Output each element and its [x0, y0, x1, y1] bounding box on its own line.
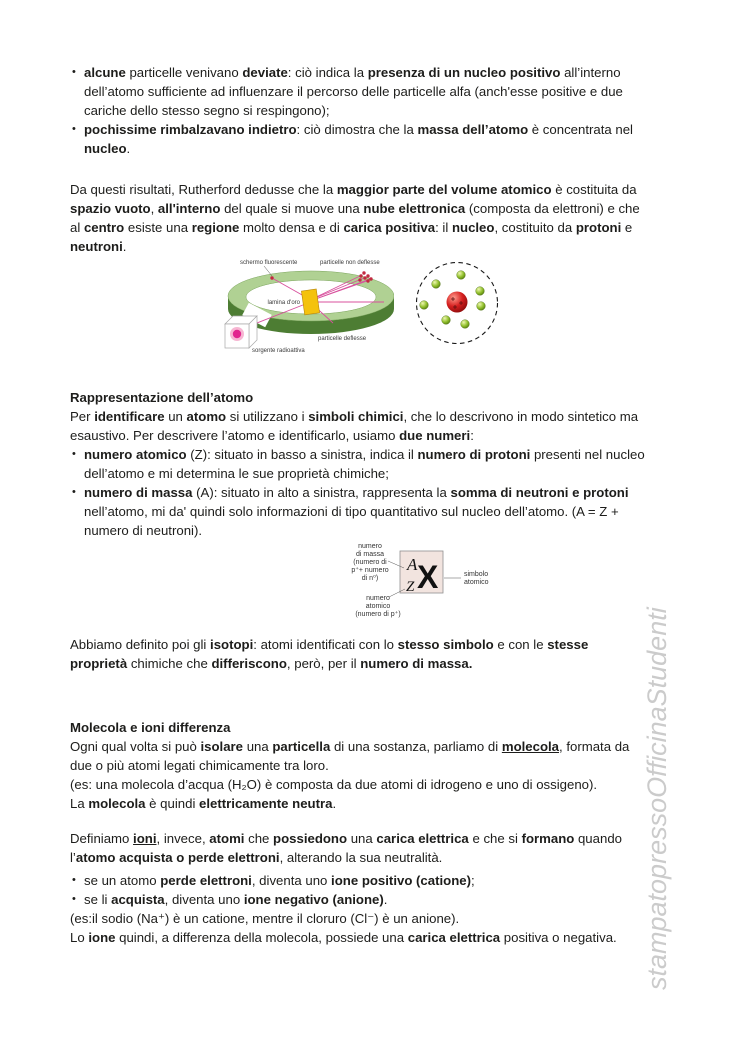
list-item: • numero di massa (A): situato in alto a sinistra, rappresenta la somma di neutroni e protoni nell’atomo, mi da' quindi solo informazioni di tipo quantitativo sul nucleo dell’atomo. (A = Z + numero di neutroni).: [70, 483, 648, 540]
molecola-neutra-line: La molecola è quindi elettricamente neutra.: [70, 796, 337, 811]
deflected-label: particelle deflesse: [318, 336, 367, 342]
svg-text:(numero di: (numero di: [353, 559, 387, 566]
atomic-number-letter: Z: [406, 579, 415, 595]
svg-text:p⁺+ numero: p⁺+ numero: [351, 567, 389, 574]
svg-text:di massa: di massa: [355, 551, 385, 558]
svg-text:numero: numero: [358, 543, 382, 550]
element-symbol-letter: X: [417, 559, 439, 595]
section-heading-molecola: Molecola e ioni differenza: [70, 720, 231, 735]
alpha-particles-bullet-list: [70, 63, 648, 158]
watermark: stampatopressoOfficinaStudenti: [642, 607, 672, 990]
mass-number-letter: A: [407, 555, 418, 574]
svg-text:atomico: atomico: [365, 603, 391, 610]
radioactive-source-cube: [225, 316, 257, 348]
svg-text:di n⁰): di n⁰): [361, 575, 379, 582]
list-item: • se li acquista, diventa uno ione negativo (anione).: [70, 890, 648, 909]
screen-label: schermo fluorescente: [240, 260, 298, 266]
section-heading-rappresentazione: Rappresentazione dell’atomo: [70, 390, 254, 405]
identificare-paragraph: Per identificare un atomo si utilizzano i simboli chimici, che lo descrivono in modo sintetico ma esaustivo. Per descrivere l’atomo e identificarlo, usiamo due numeri:: [70, 409, 639, 443]
rutherford-experiment-figure: [216, 256, 394, 354]
atomic-number-label: [355, 595, 400, 618]
symbol-label: [464, 571, 489, 586]
atom-model-figure: [412, 258, 502, 348]
list-item: • pochissime rimbalzavano indietro: ciò dimostra che la massa dell’atomo è concentrata nel nucleo.: [70, 120, 648, 158]
svg-text:atomico: atomico: [464, 579, 489, 586]
svg-text:(numero di p⁺): (numero di p⁺): [355, 611, 401, 618]
ioni-paragraph: Definiamo ioni, invece, atomi che possiedono una carica elettrica e che si formano quando l’atomo acquista o perde elettroni, alterando la sua neutralità.: [70, 831, 622, 865]
list-item: • alcune particelle venivano deviate: ciò indica la presenza di un nucleo positivo all’interno dell’atomo sufficiente ad influenzare il percorso delle particelle alfa (anch'esse positive e due cariche dello stesso segno si respingono);: [70, 63, 648, 120]
list-item: • numero atomico (Z): situato in basso a sinistra, indica il numero di protoni presenti nel nucleo dell’atomo e mi determina le sue proprietà chimiche;: [70, 445, 648, 483]
ioni-example-line: (es:il sodio (Na⁺) è un catione, mentre il cloruro (Cl⁻) è un anione).: [70, 911, 460, 926]
svg-text:simbolo: simbolo: [464, 571, 489, 578]
ioni-bullet-list: [70, 871, 648, 909]
alpha-beam: [310, 279, 370, 301]
molecola-paragraph: Ogni qual volta si può isolare una particella di una sostanza, parliamo di molecola, formata da due o più atomi legati chimicamente tra loro.: [70, 739, 630, 773]
undeflected-label: particelle non deflesse: [320, 260, 380, 266]
rutherford-conclusion-paragraph: Da questi risultati, Rutherford dedusse che la maggior parte del volume atomico è costituita da spazio vuoto, all'interno del quale si muove una nube elettronica (composta da elettroni) e che al centro esiste una regione molto densa e di carica positiva: il nucleo, costituito da protoni e neutroni.: [70, 182, 640, 254]
atomic-notation-figure: [268, 540, 498, 618]
figures-row: [70, 256, 648, 354]
list-item: • se un atomo perde elettroni, diventa uno ione positivo (catione);: [70, 871, 648, 890]
source-label: sorgente radioattiva: [252, 348, 305, 354]
molecola-example-line: (es: una molecola d’acqua (H₂O) è composta da due atomi di idrogeno e uno di ossigeno).: [70, 777, 598, 792]
nucleus: [447, 292, 468, 313]
ione-conclusion-line: Lo ione quindi, a differenza della molecola, possiede una carica elettrica positiva o negativa.: [70, 930, 617, 945]
foil-label: lamina d'oro: [267, 300, 300, 306]
isotopi-paragraph: Abbiamo definito poi gli isotopi: atomi identificati con lo stesso simbolo e con le stesse proprietà chimiche che differiscono, però, per il numero di massa.: [70, 637, 589, 671]
mass-number-label: [351, 543, 388, 582]
due-numeri-bullet-list: [70, 445, 648, 540]
svg-text:numero: numero: [366, 595, 390, 602]
azx-figure-wrapper: [70, 540, 648, 623]
gold-foil: [301, 289, 319, 315]
